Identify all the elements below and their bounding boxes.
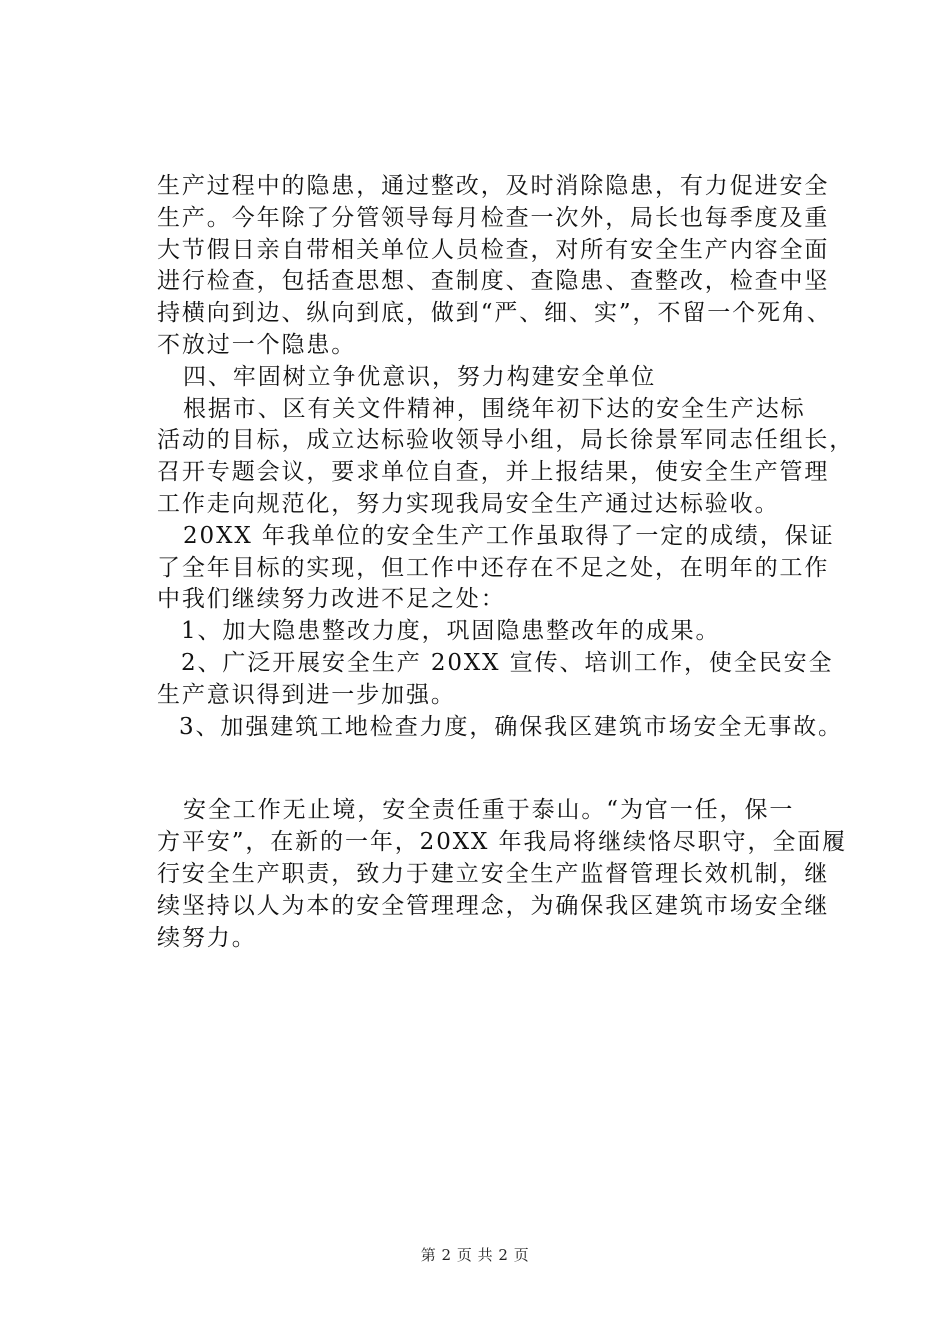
list-item: 3、加强建筑工地检查力度，确保我区建筑市场安全无事故。: [179, 713, 843, 740]
text-line: 持横向到边、纵向到底，做到“严、细、实”，不留一个死角、: [157, 300, 832, 327]
list-item: 1、加大隐患整改力度，巩固隐患整改年的成果。: [181, 618, 721, 645]
text-line: 方平安”，在新的一年，20XX 年我局将继续恪尽职守，全面履: [157, 829, 848, 856]
text-line: 不放过一个隐患。: [157, 331, 357, 358]
text-line: 根据市、区有关文件精神，围绕年初下达的安全生产达标: [183, 395, 806, 422]
text-line: 进行检查，包括查思想、查制度、查隐患、查整改，检查中坚: [157, 268, 830, 295]
list-item: 2、广泛开展安全生产 20XX 宣传、培训工作，使全民安全: [181, 649, 834, 676]
text-line: 工作走向规范化，努力实现我局安全生产通过达标验收。: [157, 490, 780, 517]
text-line: 生产过程中的隐患，通过整改，及时消除隐患，有力促进安全: [157, 173, 830, 199]
text-line: 续努力。: [157, 924, 257, 951]
text-line: 活动的目标，成立达标验收领导小组，局长徐景军同志任组长，: [157, 427, 855, 454]
text-line: 安全工作无止境，安全责任重于泰山。“为官一任，保一: [183, 797, 795, 824]
text-line: 了全年目标的实现，但工作中还存在不足之处，在明年的工作: [157, 554, 830, 581]
page-number-footer: 第 2 页 共 2 页: [420, 1246, 530, 1264]
text-line: 召开专题会议，要求单位自查，并上报结果，使安全生产管理: [157, 459, 830, 486]
document-body: [157, 171, 857, 954]
blank-line: [157, 743, 857, 795]
text-line: 20XX 年我单位的安全生产工作虽取得了一定的成绩，保证: [183, 522, 835, 549]
text-line: 生产意识得到进一步加强。: [157, 681, 456, 708]
text-line: 大节假日亲自带相关单位人员检查，对所有安全生产内容全面: [157, 236, 830, 263]
text-line: 中我们继续努力改进不足之处：: [157, 586, 506, 613]
section-heading: 四、牢固树立争优意识，努力构建安全单位: [183, 363, 657, 390]
text-line: 生产。今年除了分管领导每月检查一次外，局长也每季度及重: [157, 204, 830, 231]
text-line: 行安全生产职责，致力于建立安全生产监督管理长效机制，继: [157, 860, 830, 887]
text-line: 续坚持以人为本的安全管理理念，为确保我区建筑市场安全继: [157, 892, 830, 919]
